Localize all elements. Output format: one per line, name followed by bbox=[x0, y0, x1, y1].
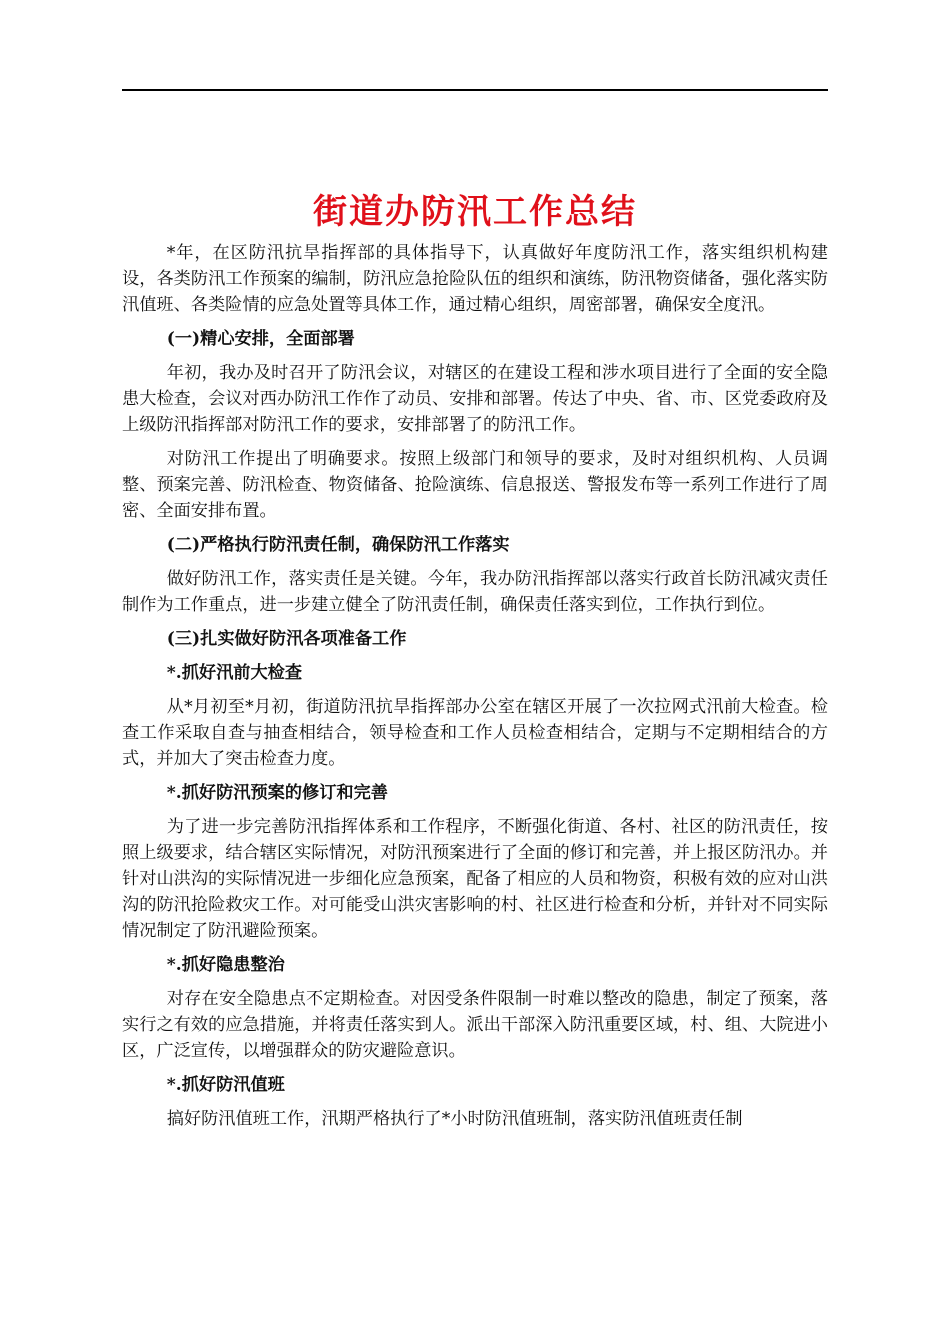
document-title: 街道办防汛工作总结 bbox=[313, 192, 637, 232]
subsection-heading: *.抓好防汛预案的修订和完善 bbox=[166, 783, 388, 803]
section-heading-3: (三)扎实做好防汛各项准备工作 bbox=[166, 629, 407, 649]
subsection-heading: *.抓好汛前大检查 bbox=[166, 663, 303, 683]
paragraph: 年初，我办及时召开了防汛会议，对辖区的在建设工程和涉水项目进行了全面的安全隐患大检查，会议对西办防汛工作作了动员、安排和部署。传达了中央、省、市、区党委政府及上级防汛指挥部对防汛工作的要求，安排部署了的防汛工作。 bbox=[122, 363, 828, 435]
paragraph: 为了进一步完善防汛指挥体系和工作程序，不断强化街道、各村、社区的防汛责任，按照上级要求，结合辖区实际情况，对防汛预案进行了全面的修订和完善，并上报区防汛办。并针对山洪沟的实际情况进一步细化应急预案，配备了相应的人员和物资，积极有效的应对山洪沟的防汛抢险救灾工作。对可能受山洪灾害影响的村、社区进行检查和分析，并针对不同实际情况制定了防汛避险预案。 bbox=[122, 817, 828, 941]
paragraph: 从*月初至*月初，街道防汛抗旱指挥部办公室在辖区开展了一次拉网式汛前大检查。检查工作采取自查与抽查相结合，领导检查和工作人员检查相结合，定期与不定期相结合的方式，并加大了突击检查力度。 bbox=[122, 697, 828, 769]
document-body bbox=[122, 240, 828, 1140]
paragraph: 对防汛工作提出了明确要求。按照上级部门和领导的要求，及时对组织机构、人员调整、预案完善、防汛检查、物资储备、抢险演练、信息报送、警报发布等一系列工作进行了周密、全面安排布置。 bbox=[122, 449, 828, 521]
paragraph-intro: *年，在区防汛抗旱指挥部的具体指导下，认真做好年度防汛工作，落实组织机构建设，各类防汛工作预案的编制，防汛应急抢险队伍的组织和演练，防汛物资储备，强化落实防汛值班、各类险情的应急处置等具体工作，通过精心组织，周密部署，确保安全度汛。 bbox=[122, 243, 828, 315]
paragraph: 做好防汛工作，落实责任是关键。今年，我办防汛指挥部以落实行政首长防汛减灾责任制作为工作重点，进一步建立健全了防汛责任制，确保责任落实到位，工作执行到位。 bbox=[122, 569, 828, 615]
subsection-heading: *.抓好隐患整治 bbox=[166, 955, 285, 975]
subsection-heading: *.抓好防汛值班 bbox=[166, 1075, 285, 1095]
paragraph: 搞好防汛值班工作，汛期严格执行了*小时防汛值班制，落实防汛值班责任制 bbox=[166, 1109, 743, 1129]
section-heading-1: (一)精心安排，全面部署 bbox=[166, 329, 355, 349]
header-rule bbox=[122, 89, 828, 91]
paragraph: 对存在安全隐患点不定期检查。对因受条件限制一时难以整改的隐患，制定了预案，落实行之有效的应急措施，并将责任落实到人。派出干部深入防汛重要区域，村、组、大院进小区，广泛宣传，以增强群众的防灾避险意识。 bbox=[122, 989, 828, 1061]
section-heading-2: (二)严格执行防汛责任制，确保防汛工作落实 bbox=[166, 535, 510, 555]
